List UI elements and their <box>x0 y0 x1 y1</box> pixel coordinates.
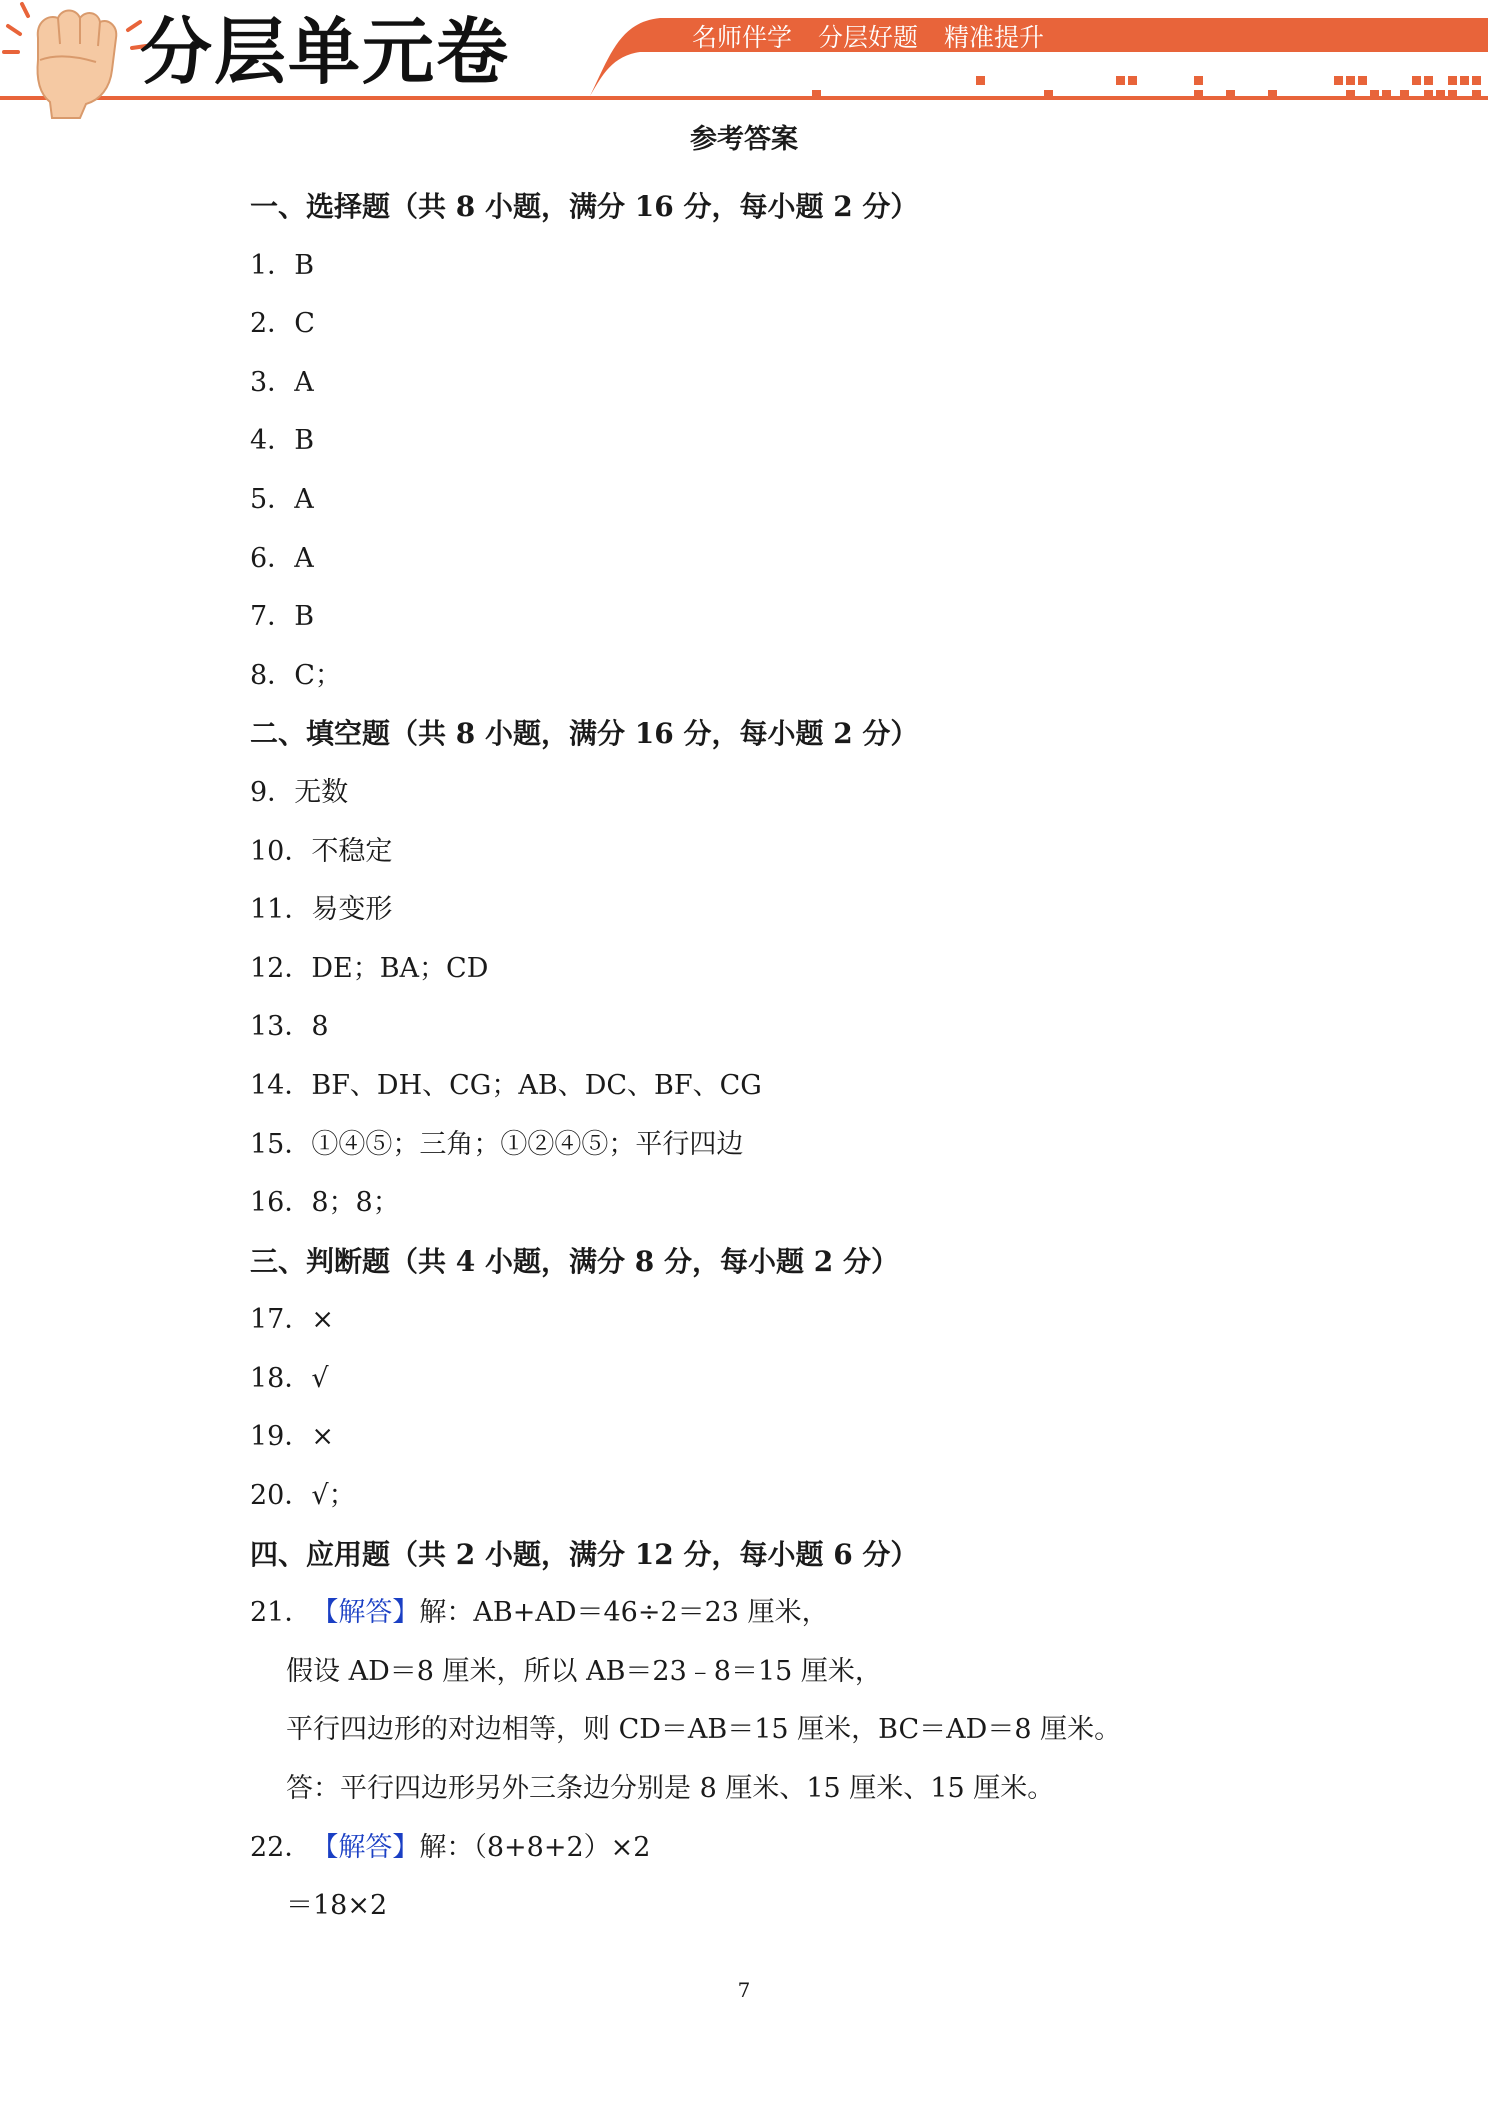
solution-item <box>250 1584 1310 1643</box>
slogan-2: 分层好题 <box>818 23 919 52</box>
question-number: 16． <box>250 1187 312 1219</box>
solution-line: ＝18×2 <box>286 1890 388 1922</box>
question-number: 2． <box>250 308 295 340</box>
answer-item <box>250 998 1310 1057</box>
answer-item <box>250 1467 1310 1526</box>
answer-text: B <box>294 601 315 633</box>
answer-text: ①④⑤；三角；①②④⑤；平行四边 <box>311 1128 744 1160</box>
answer-text: A <box>294 542 314 574</box>
question-number: 18． <box>250 1362 312 1394</box>
answer-list <box>250 178 1310 1936</box>
answer-text: B <box>294 249 315 281</box>
question-number: 14． <box>250 1069 312 1101</box>
page-number: 7 <box>737 1978 751 2002</box>
decorative-squares <box>812 76 1481 99</box>
document-title: 参考答案 <box>690 124 798 155</box>
question-number: 7． <box>250 601 295 633</box>
answer-text: 解：（8+8+2）×2 <box>419 1831 651 1863</box>
question-number: 10． <box>250 835 312 867</box>
question-number: 12． <box>250 952 312 984</box>
question-number: 17． <box>250 1304 312 1336</box>
section-heading: 四、应用题（共 2 小题，满分 12 分，每小题 6 分） <box>250 1537 919 1571</box>
question-number: 21． <box>250 1597 312 1629</box>
question-number: 13． <box>250 1011 312 1043</box>
answer-item <box>250 354 1310 413</box>
answer-text: 无数 <box>294 776 349 808</box>
question-number: 15． <box>250 1128 312 1160</box>
solution-line: 平行四边形的对边相等，则 CD＝AB＝15 厘米，BC＝AD＝8 厘米。 <box>286 1714 1122 1746</box>
answer-text: × <box>311 1304 334 1336</box>
answer-text: × <box>311 1421 334 1453</box>
answer-text: √ <box>311 1362 329 1394</box>
answer-text: 解：AB+AD＝46÷2＝23 厘米， <box>419 1597 829 1629</box>
answer-item <box>250 940 1310 999</box>
question-number: 4． <box>250 425 295 457</box>
answer-item <box>250 1116 1310 1175</box>
raised-fist-icon <box>4 4 146 118</box>
answer-item <box>250 647 1310 706</box>
answer-item <box>250 1174 1310 1233</box>
answer-item <box>250 237 1310 296</box>
answer-text: 8 <box>311 1011 329 1043</box>
answer-text: B <box>294 425 315 457</box>
solution-item <box>250 1819 1310 1878</box>
answer-text: BF、DH、CG；AB、DC、BF、CG <box>311 1069 762 1101</box>
answer-item <box>250 1291 1310 1350</box>
answer-item <box>250 471 1310 530</box>
question-number: 3． <box>250 366 295 398</box>
answer-item <box>250 764 1310 823</box>
answer-item <box>250 295 1310 354</box>
answer-text: C <box>294 308 315 340</box>
slogan-3: 精准提升 <box>944 23 1045 52</box>
question-number: 20． <box>250 1480 312 1512</box>
solution-line: 答：平行四边形另外三条边分别是 8 厘米、15 厘米、15 厘米。 <box>286 1773 1055 1805</box>
answer-item <box>250 412 1310 471</box>
answer-item <box>250 588 1310 647</box>
answer-text: 易变形 <box>311 894 393 926</box>
question-number: 6． <box>250 542 295 574</box>
solution-tag: 【解答】 <box>311 1597 420 1629</box>
section-heading: 一、选择题（共 8 小题，满分 16 分，每小题 2 分） <box>250 190 919 223</box>
solution-line: 假设 AD＝8 厘米，所以 AB＝23﹣8＝15 厘米， <box>286 1655 882 1687</box>
section-heading: 二、填空题（共 8 小题，满分 16 分，每小题 2 分） <box>250 717 919 751</box>
question-number: 8． <box>250 659 295 691</box>
answer-item <box>250 1057 1310 1116</box>
answer-item <box>250 823 1310 882</box>
question-number: 22． <box>250 1831 312 1863</box>
answer-text: 不稳定 <box>311 835 393 867</box>
brand-title: 分层单元卷 <box>140 10 511 94</box>
answer-item <box>250 530 1310 589</box>
answer-text: A <box>294 483 314 515</box>
answer-item <box>250 1408 1310 1467</box>
question-number: 9． <box>250 776 295 808</box>
question-number: 1． <box>250 249 295 281</box>
answer-text: 8；8； <box>311 1187 400 1219</box>
answer-text: C； <box>294 659 342 691</box>
slogan-1: 名师伴学 <box>692 23 793 52</box>
question-number: 5． <box>250 483 295 515</box>
answer-text: A <box>294 366 314 398</box>
question-number: 19． <box>250 1421 312 1453</box>
answer-item <box>250 881 1310 940</box>
page-header <box>0 0 1488 120</box>
section-heading: 三、判断题（共 4 小题，满分 8 分，每小题 2 分） <box>250 1244 899 1278</box>
solution-tag: 【解答】 <box>311 1831 420 1863</box>
answer-text: √； <box>311 1480 356 1512</box>
answer-item <box>250 1350 1310 1409</box>
answer-text: DE；BA；CD <box>311 952 489 984</box>
question-number: 11． <box>250 894 312 926</box>
